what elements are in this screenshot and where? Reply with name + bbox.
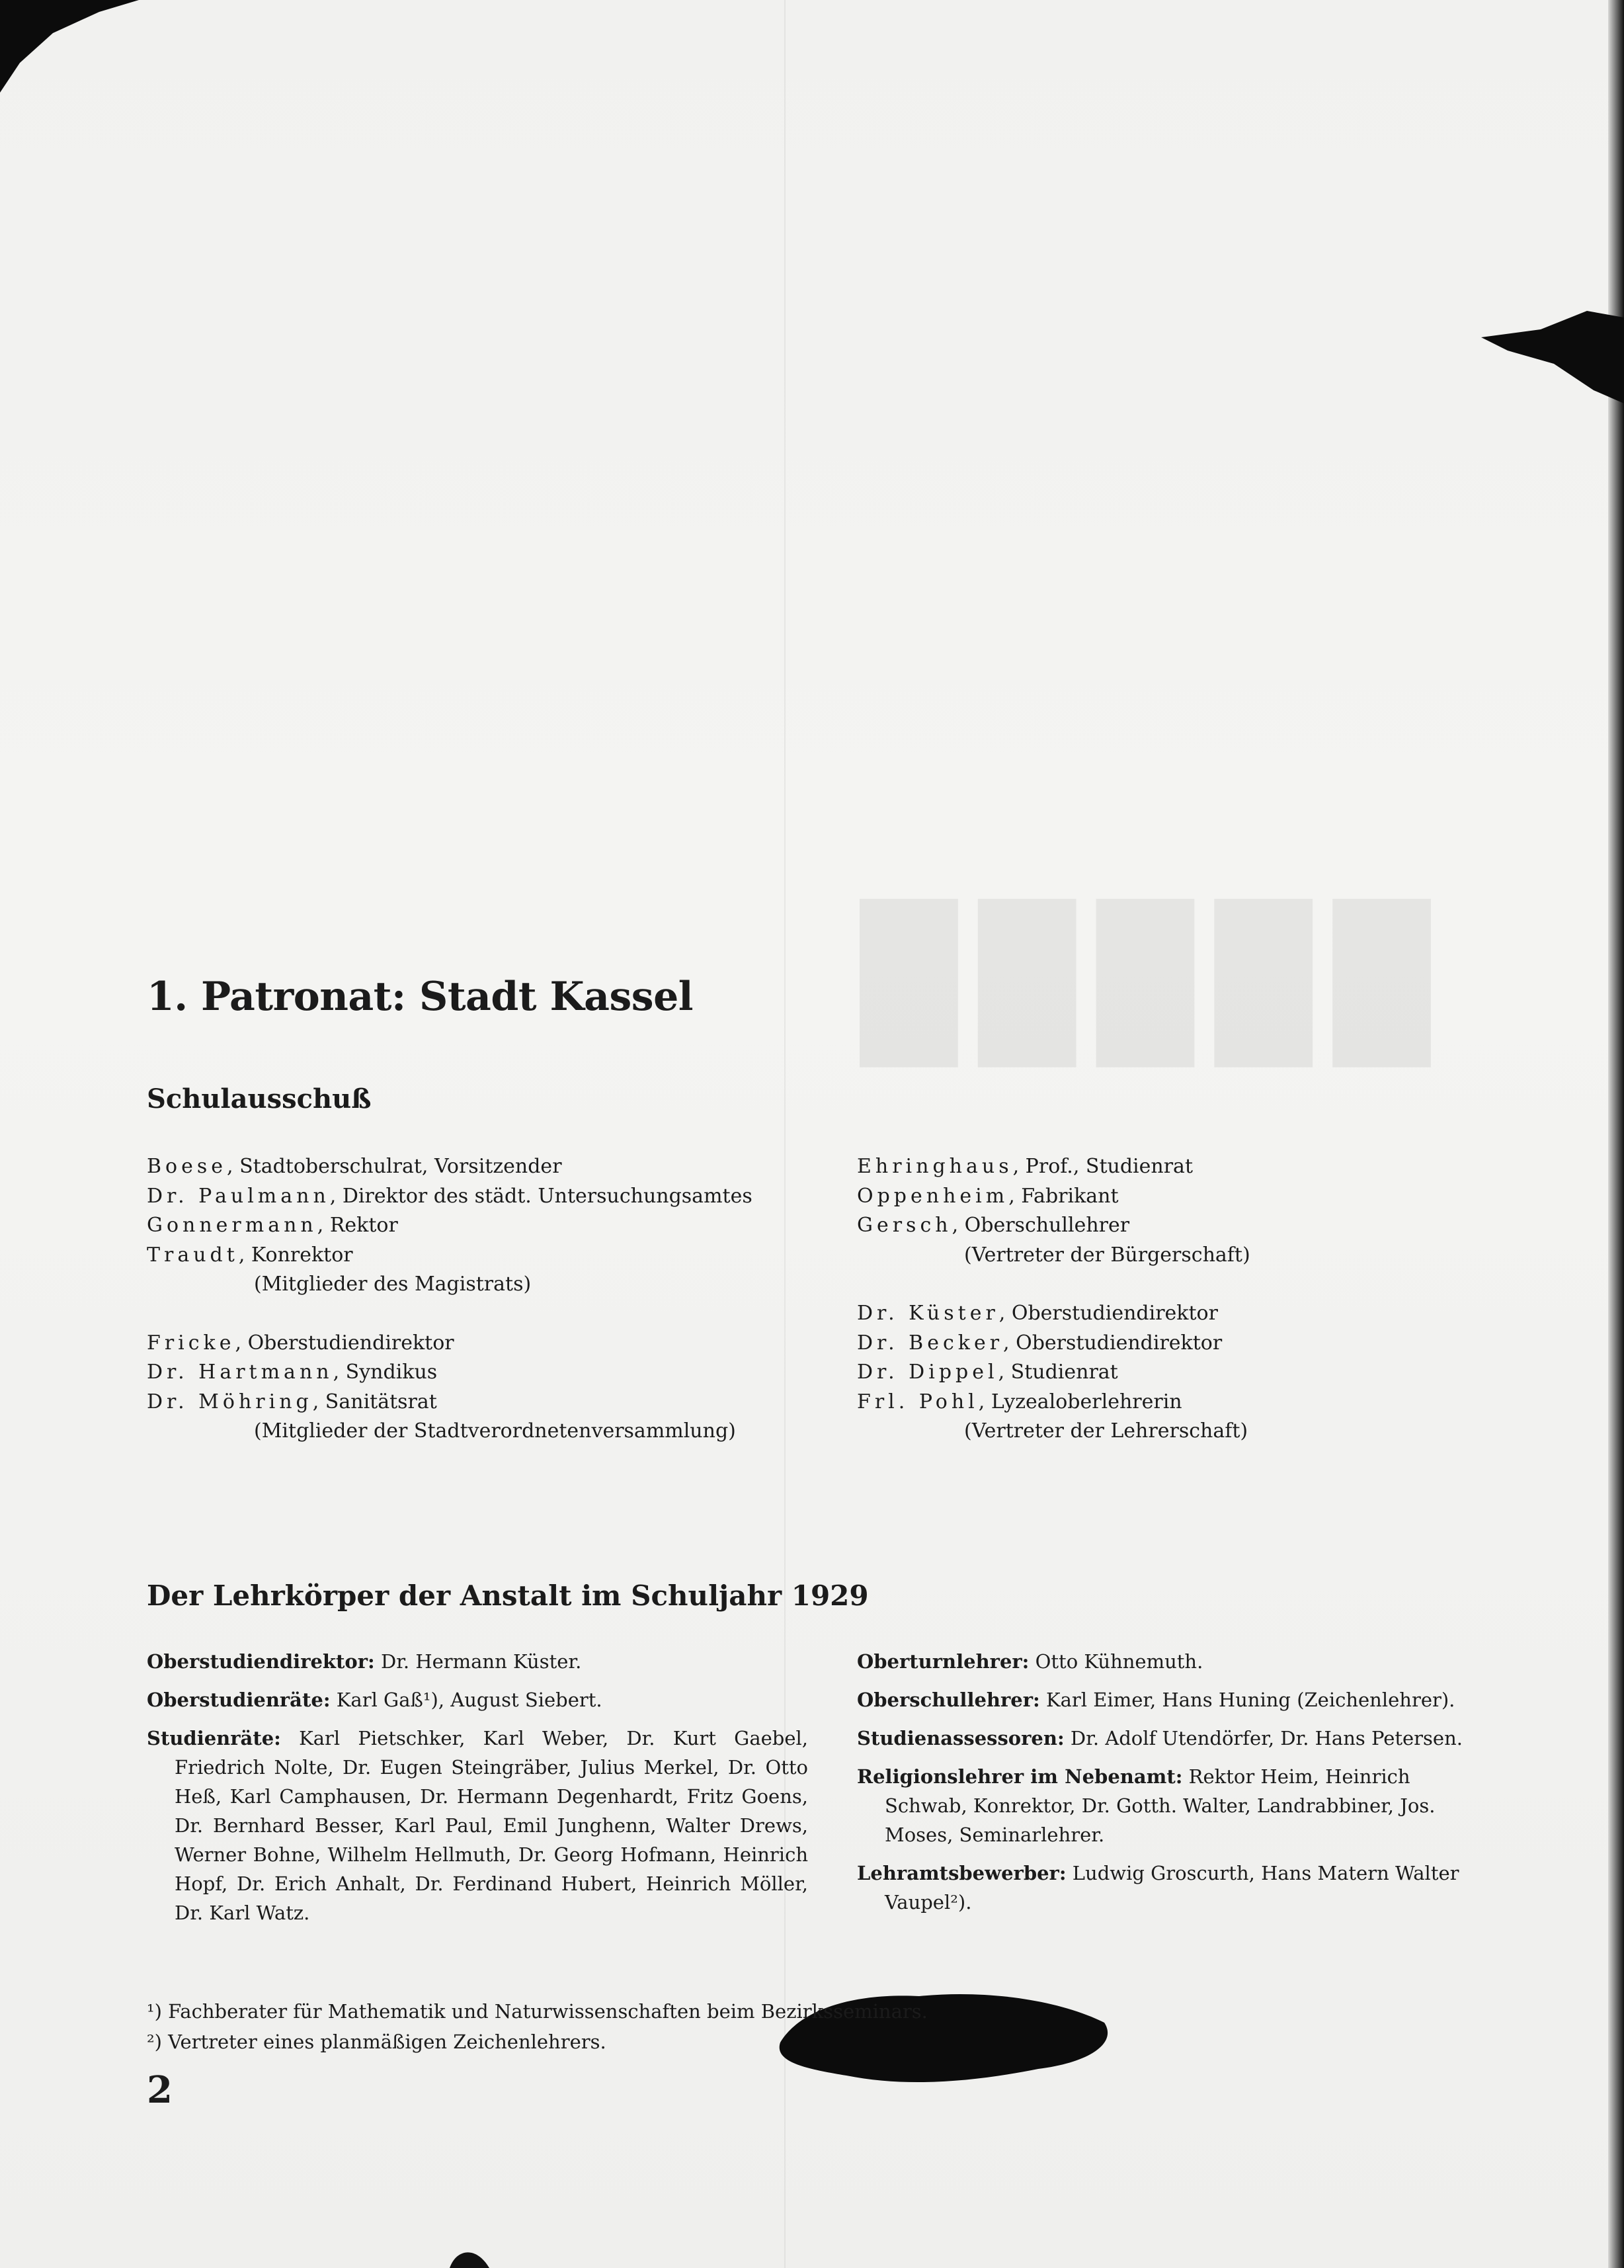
faculty-title: Der Lehrkörper der Anstalt im Schuljahr 1929 [147, 1579, 869, 1612]
committee-right-column [857, 1152, 1250, 1447]
torn-corner-top-left [0, 0, 145, 99]
bottom-edge-fleck [450, 2242, 489, 2268]
faculty-entry: Oberschullehrer: Karl Eimer, Hans Huning (Zeichenlehrer). [857, 1689, 1455, 1711]
faculty-entry: Oberstudienräte: Karl Gaß¹), August Siebert. [147, 1689, 602, 1711]
group-note: (Mitglieder des Magistrats) [254, 1273, 532, 1296]
footnote-1: ¹) Fachberater für Mathematik und Naturwissenschaften beim Bezirksseminars. [147, 2000, 928, 2023]
member-entry: Dr. Dippel, Studienrat [857, 1361, 1118, 1384]
ink-blot-damage [774, 1983, 1117, 2089]
group-note: (Vertreter der Lehrerschaft) [964, 1419, 1248, 1443]
member-entry: Dr. Becker, Oberstudiendirektor [857, 1331, 1223, 1355]
page-number: 2 [147, 2068, 173, 2112]
member-entry: Gersch, Oberschullehrer [857, 1214, 1130, 1237]
member-entry: Ehringhaus, Prof., Studienrat [857, 1155, 1193, 1178]
member-entry: Dr. Möhring, Sanitätsrat [147, 1390, 437, 1413]
group-note: (Mitglieder der Stadtverordnetenversammlung) [254, 1419, 736, 1443]
member-entry: Fricke, Oberstudiendirektor [147, 1331, 454, 1355]
member-entry: Boese, Stadtoberschulrat, Vorsitzender [147, 1155, 562, 1178]
faculty-left-column [147, 1647, 808, 1927]
faculty-entry: Studienassessoren: Dr. Adolf Utendörfer, Dr. Hans Petersen. [857, 1727, 1463, 1749]
faculty-entry: Lehramtsbewerber: Ludwig Groscurth, Hans Matern Walter Vaupel²). [857, 1862, 1459, 1913]
member-entry: Gonnermann, Rektor [147, 1214, 398, 1237]
committee-title: Schulausschuß [147, 1083, 372, 1114]
bleed-through: █████ [860, 902, 1451, 1056]
faculty-entry: Oberstudiendirektor: Dr. Hermann Küster. [147, 1650, 582, 1673]
committee-left-column [147, 1152, 752, 1447]
faculty-entry: Studienräte: Karl Pietschker, Karl Weber, Dr. Kurt Gaebel, Friedrich Nolte, Dr. Eugen Steingräber, Julius Merkel, Dr. Otto Heß, Karl Camphausen, Dr. Hermann Degenhardt, Fritz Goens, Dr. Bernhard Besser, Karl Paul, Emil Junghenn, Walter Drews, Werner Bohne, Wilhelm Hellmuth, Dr. Georg Hofmann, Heinrich Hopf, Dr. Erich Anhalt, Dr. Ferdinand Hubert, Heinrich Möller, Dr. Karl Watz. [147, 1727, 808, 1924]
member-entry: Frl. Pohl, Lyzealoberlehrerin [857, 1390, 1182, 1413]
member-entry: Dr. Hartmann, Syndikus [147, 1361, 438, 1384]
member-entry: Dr. Küster, Oberstudiendirektor [857, 1302, 1218, 1325]
member-entry: Oppenheim, Fabrikant [857, 1184, 1119, 1208]
group-note: (Vertreter der Bürgerschaft) [964, 1243, 1250, 1267]
page-title: 1. Patronat: Stadt Kassel [147, 974, 694, 1020]
footnote-2: ²) Vertreter eines planmäßigen Zeichenlehrers. [147, 2031, 606, 2053]
member-entry: Dr. Paulmann, Direktor des städt. Untersuchungsamtes [147, 1184, 752, 1208]
page-fold [784, 0, 786, 2268]
faculty-entry: Oberturnlehrer: Otto Kühnemuth. [857, 1650, 1203, 1673]
member-entry: Traudt, Konrektor [147, 1243, 353, 1267]
faculty-right-column [857, 1647, 1496, 1917]
torn-edge-right [1481, 311, 1624, 410]
faculty-entry: Religionslehrer im Nebenamt: Rektor Heim, Heinrich Schwab, Konrektor, Dr. Gotth. Walter, Landrabbiner, Jos. Moses, Seminarlehrer. [857, 1765, 1436, 1846]
